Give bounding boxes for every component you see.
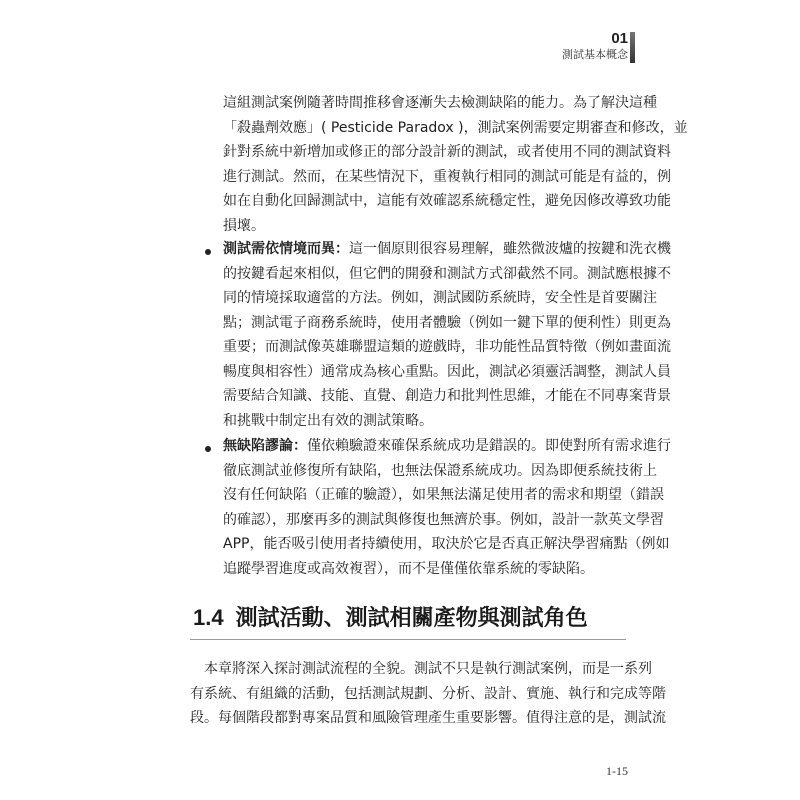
section-divider <box>190 639 626 640</box>
text-line: 需要結合知識、技能、直覺、創造力和批判性思維，才能在不同專案背景 <box>223 388 671 404</box>
text-line: 這組測試案例隨著時間推移會逐漸失去檢測缺陷的能力。為了解決這種 <box>223 95 657 111</box>
bullet-term: 測試需依情境而異： <box>223 241 349 257</box>
text-line: 的按鍵看起來相似，但它們的開發和測試方式卻截然不同。測試應根據不 <box>223 265 671 282</box>
text-line: 進行測試。然而，在某些情況下，重複執行相同的測試可能是有益的，例 <box>223 168 671 185</box>
text-line: 暢度與相容性）通常成為核心重點。因此，測試必須靈活調整，測試人員 <box>223 363 671 380</box>
text-line: 同的情境採取適當的方法。例如，測試國防系統時，安全性是首要關注 <box>223 290 657 306</box>
text-line: 本章將深入探討測試流程的全貌。測試不只是執行測試案例，而是一系列 <box>204 661 652 677</box>
text-line: 段。每個階段都對專案品質和風險管理產生重要影響。值得注意的是，測試流 <box>190 710 666 726</box>
page-number: 1-15 <box>606 764 628 778</box>
header-bar-decoration <box>630 32 635 63</box>
text-line: 針對系統中新增加或修正的部分設計新的測試，或者使用不同的測試資料 <box>223 144 671 160</box>
text-line: 沒有任何缺陷（正確的驗證），如果無法滿足使用者的需求和期望（錯誤 <box>223 487 664 503</box>
bullet-item-context <box>223 237 671 433</box>
text-line: 損壞。 <box>223 217 265 234</box>
text-line: 追蹤學習進度或高效複習），而不是僅僅依靠系統的零缺陷。 <box>223 560 594 577</box>
bullet-text: 僅依賴驗證來確保系統成功是錯誤的。即使對所有需求進行 <box>307 438 671 454</box>
bullet-text: 這一個原則很容易理解，雖然微波爐的按鍵和洗衣機 <box>349 241 671 257</box>
text-line: 有系統、有組織的活動，包括測試規劃、分析、設計、實施、執行和完成等階 <box>190 685 666 702</box>
intro-paragraph <box>223 91 688 238</box>
text-line: APP，能否吸引使用者持續使用，取決於它是否真正解決學習痛點（例如 <box>223 536 670 552</box>
section-number: 1.4 <box>193 605 224 630</box>
running-header <box>562 30 628 62</box>
text-line <box>223 237 671 262</box>
bullet-item-no-defects <box>223 434 671 581</box>
text-line: 如在自動化回歸測試中，這能有效確認系統穩定性，避免因修改導致功能 <box>223 193 671 209</box>
text-line <box>223 434 671 459</box>
text-line: 和挑戰中制定出有效的測試策略。 <box>223 412 433 429</box>
chapter-title: 測試基本概念 <box>562 48 628 61</box>
section-title: 測試活動、測試相關產物與測試角色 <box>235 606 588 631</box>
bullet-term: 無缺陷謬論： <box>223 438 307 454</box>
bullet-icon <box>205 249 211 255</box>
text-line: 重要；而測試像英雄聯盟這類的遊戲時，非功能性品質特徵（例如畫面流 <box>223 339 671 355</box>
text-line: 「殺蟲劑效應」( Pesticide Paradox )，測試案例需要定期審查和修改，並 <box>223 119 688 136</box>
text-line: 的確認），那麼再多的測試與修復也無濟於事。例如，設計一款英文學習 <box>223 511 664 528</box>
text-line: 徹底測試並修復所有缺陷，也無法保證系統成功。因為即便系統技術上 <box>223 462 657 479</box>
section-paragraph <box>190 657 666 731</box>
text-line: 點；測試電子商務系統時，使用者體驗（例如一鍵下單的便利性）則更為 <box>223 314 671 331</box>
bullet-icon <box>205 446 211 452</box>
section-heading <box>193 601 588 636</box>
chapter-number: 01 <box>611 30 628 47</box>
